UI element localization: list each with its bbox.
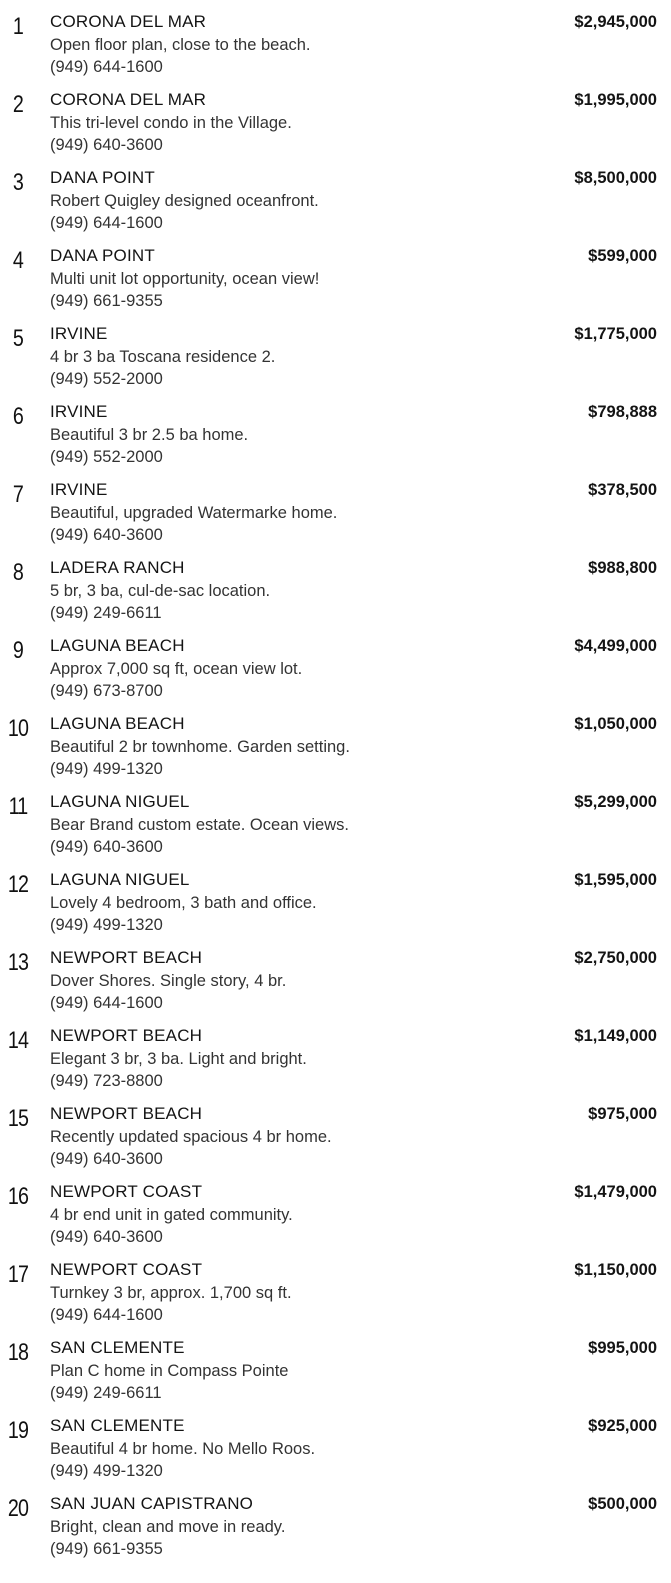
listing-phone[interactable]: (949) 644-1600	[50, 58, 163, 76]
listing-description: 5 br, 3 ba, cul-de-sac location.	[50, 582, 271, 600]
listing-item[interactable]	[0, 633, 671, 711]
listing-phone[interactable]: (949) 723-8800	[50, 1072, 163, 1090]
listing-number: 2	[12, 91, 24, 118]
listing-item[interactable]	[0, 1023, 671, 1101]
listing-description: Robert Quigley designed oceanfront.	[50, 192, 319, 210]
listing-number: 10	[7, 715, 29, 742]
listing-phone[interactable]: (949) 499-1320	[50, 1462, 163, 1480]
listing-city: CORONA DEL MAR	[50, 90, 207, 109]
listing-phone[interactable]: (949) 644-1600	[50, 214, 163, 232]
listing-number: 11	[8, 793, 28, 820]
listing-price: $1,149,000	[574, 1027, 657, 1045]
listing-number: 3	[12, 169, 24, 196]
listing-item[interactable]	[0, 945, 671, 1023]
listing-number: 9	[12, 637, 24, 664]
listing-number: 7	[12, 481, 24, 508]
listing-price: $2,945,000	[574, 13, 657, 31]
listing-price: $500,000	[588, 1495, 657, 1513]
listing-item[interactable]	[0, 477, 671, 555]
listing-city: DANA POINT	[50, 168, 155, 187]
listing-city: LAGUNA BEACH	[50, 636, 185, 655]
listing-city: DANA POINT	[50, 246, 155, 265]
listing-item[interactable]	[0, 243, 671, 321]
listing-price: $1,595,000	[574, 871, 657, 889]
listing-item[interactable]	[0, 1335, 671, 1413]
listing-item[interactable]	[0, 1179, 671, 1257]
listing-price: $1,150,000	[574, 1261, 657, 1279]
listing-number: 16	[7, 1183, 29, 1210]
listing-number: 19	[7, 1417, 29, 1444]
listing-price: $2,750,000	[574, 949, 657, 967]
listing-city: IRVINE	[50, 324, 108, 343]
listing-number: 1	[12, 13, 24, 40]
listing-item[interactable]	[0, 789, 671, 867]
listing-description: Bright, clean and move in ready.	[50, 1518, 286, 1536]
listing-phone[interactable]: (949) 249-6611	[50, 1384, 162, 1402]
listing-city: LAGUNA NIGUEL	[50, 792, 190, 811]
listing-city: NEWPORT COAST	[50, 1260, 203, 1279]
listing-city: IRVINE	[50, 480, 108, 499]
listing-phone[interactable]: (949) 644-1600	[50, 1306, 163, 1324]
listing-phone[interactable]: (949) 673-8700	[50, 682, 163, 700]
listing-description: Beautiful 4 br home. No Mello Roos.	[50, 1440, 316, 1458]
listing-description: Open floor plan, close to the beach.	[50, 36, 311, 54]
listing-item[interactable]	[0, 87, 671, 165]
listing-item[interactable]	[0, 165, 671, 243]
listing-price: $988,800	[588, 559, 657, 577]
listing-description: Turnkey 3 br, approx. 1,700 sq ft.	[50, 1284, 292, 1302]
listing-city: IRVINE	[50, 402, 108, 421]
listing-description: 4 br end unit in gated community.	[50, 1206, 293, 1224]
listing-phone[interactable]: (949) 640-3600	[50, 526, 163, 544]
listing-city: NEWPORT COAST	[50, 1182, 203, 1201]
listing-price: $995,000	[588, 1339, 657, 1357]
listing-city: CORONA DEL MAR	[50, 12, 207, 31]
listing-phone[interactable]: (949) 661-9355	[50, 1540, 163, 1558]
listing-city: NEWPORT BEACH	[50, 1026, 203, 1045]
listing-city: NEWPORT BEACH	[50, 948, 203, 967]
listing-description: Bear Brand custom estate. Ocean views.	[50, 816, 349, 834]
listing-number: 17	[7, 1261, 29, 1288]
listing-price: $1,775,000	[574, 325, 657, 343]
listing-number: 20	[7, 1495, 29, 1522]
listing-price: $798,888	[588, 403, 657, 421]
listing-phone[interactable]: (949) 552-2000	[50, 448, 163, 466]
listing-description: Plan C home in Compass Pointe	[50, 1362, 289, 1380]
listing-item[interactable]	[0, 711, 671, 789]
listing-number: 14	[7, 1027, 29, 1054]
listing-city: SAN JUAN CAPISTRANO	[50, 1494, 254, 1513]
listing-phone[interactable]: (949) 644-1600	[50, 994, 163, 1012]
listing-number: 8	[12, 559, 24, 586]
listing-item[interactable]	[0, 555, 671, 633]
listing-price: $4,499,000	[574, 637, 657, 655]
listing-number: 18	[7, 1339, 29, 1366]
listing-item[interactable]	[0, 321, 671, 399]
listing-price: $5,299,000	[574, 793, 657, 811]
listing-item[interactable]	[0, 1257, 671, 1335]
listing-number: 12	[7, 871, 29, 898]
listing-price: $599,000	[588, 247, 657, 265]
listing-phone[interactable]: (949) 552-2000	[50, 370, 163, 388]
listing-description: Beautiful 3 br 2.5 ba home.	[50, 426, 249, 444]
listing-description: Lovely 4 bedroom, 3 bath and office.	[50, 894, 317, 912]
listing-price: $8,500,000	[574, 169, 657, 187]
listing-description: Dover Shores. Single story, 4 br.	[50, 972, 287, 990]
listing-description: Elegant 3 br, 3 ba. Light and bright.	[50, 1050, 307, 1068]
listing-number: 6	[12, 403, 24, 430]
listing-number: 13	[7, 949, 29, 976]
listing-price: $975,000	[588, 1105, 657, 1123]
listing-phone[interactable]: (949) 499-1320	[50, 916, 163, 934]
listing-phone[interactable]: (949) 499-1320	[50, 760, 163, 778]
listing-phone[interactable]: (949) 640-3600	[50, 1150, 163, 1168]
listing-phone[interactable]: (949) 640-3600	[50, 136, 163, 154]
listing-item[interactable]	[0, 1413, 671, 1491]
listing-city: SAN CLEMENTE	[50, 1416, 185, 1435]
listing-price: $1,050,000	[574, 715, 657, 733]
listing-description: Multi unit lot opportunity, ocean view!	[50, 270, 320, 288]
listing-city: LAGUNA BEACH	[50, 714, 185, 733]
listing-price: $1,479,000	[574, 1183, 657, 1201]
listing-phone[interactable]: (949) 640-3600	[50, 1228, 163, 1246]
listing-city: NEWPORT BEACH	[50, 1104, 203, 1123]
listing-description: 4 br 3 ba Toscana residence 2.	[50, 348, 276, 366]
listing-item[interactable]	[0, 867, 671, 945]
listing-number: 15	[7, 1105, 29, 1132]
listing-price: $378,500	[588, 481, 657, 499]
listing-city: LAGUNA NIGUEL	[50, 870, 190, 889]
listing-description: Beautiful, upgraded Watermarke home.	[50, 504, 338, 522]
listing-item[interactable]	[0, 9, 671, 87]
listing-number: 4	[12, 247, 24, 274]
listing-price: $1,995,000	[574, 91, 657, 109]
listing-item[interactable]	[0, 1101, 671, 1179]
listing-number: 5	[12, 325, 24, 352]
listings-list	[0, 9, 671, 1569]
listing-city: SAN CLEMENTE	[50, 1338, 185, 1357]
listing-item[interactable]	[0, 399, 671, 477]
listing-item[interactable]	[0, 1491, 671, 1569]
listing-description: This tri-level condo in the Village.	[50, 114, 292, 132]
listing-description: Recently updated spacious 4 br home.	[50, 1128, 332, 1146]
listing-phone[interactable]: (949) 661-9355	[50, 292, 163, 310]
listing-description: Beautiful 2 br townhome. Garden setting.	[50, 738, 350, 756]
listing-price: $925,000	[588, 1417, 657, 1435]
listing-phone[interactable]: (949) 640-3600	[50, 838, 163, 856]
listing-city: LADERA RANCH	[50, 558, 185, 577]
listing-description: Approx 7,000 sq ft, ocean view lot.	[50, 660, 303, 678]
listing-phone[interactable]: (949) 249-6611	[50, 604, 162, 622]
